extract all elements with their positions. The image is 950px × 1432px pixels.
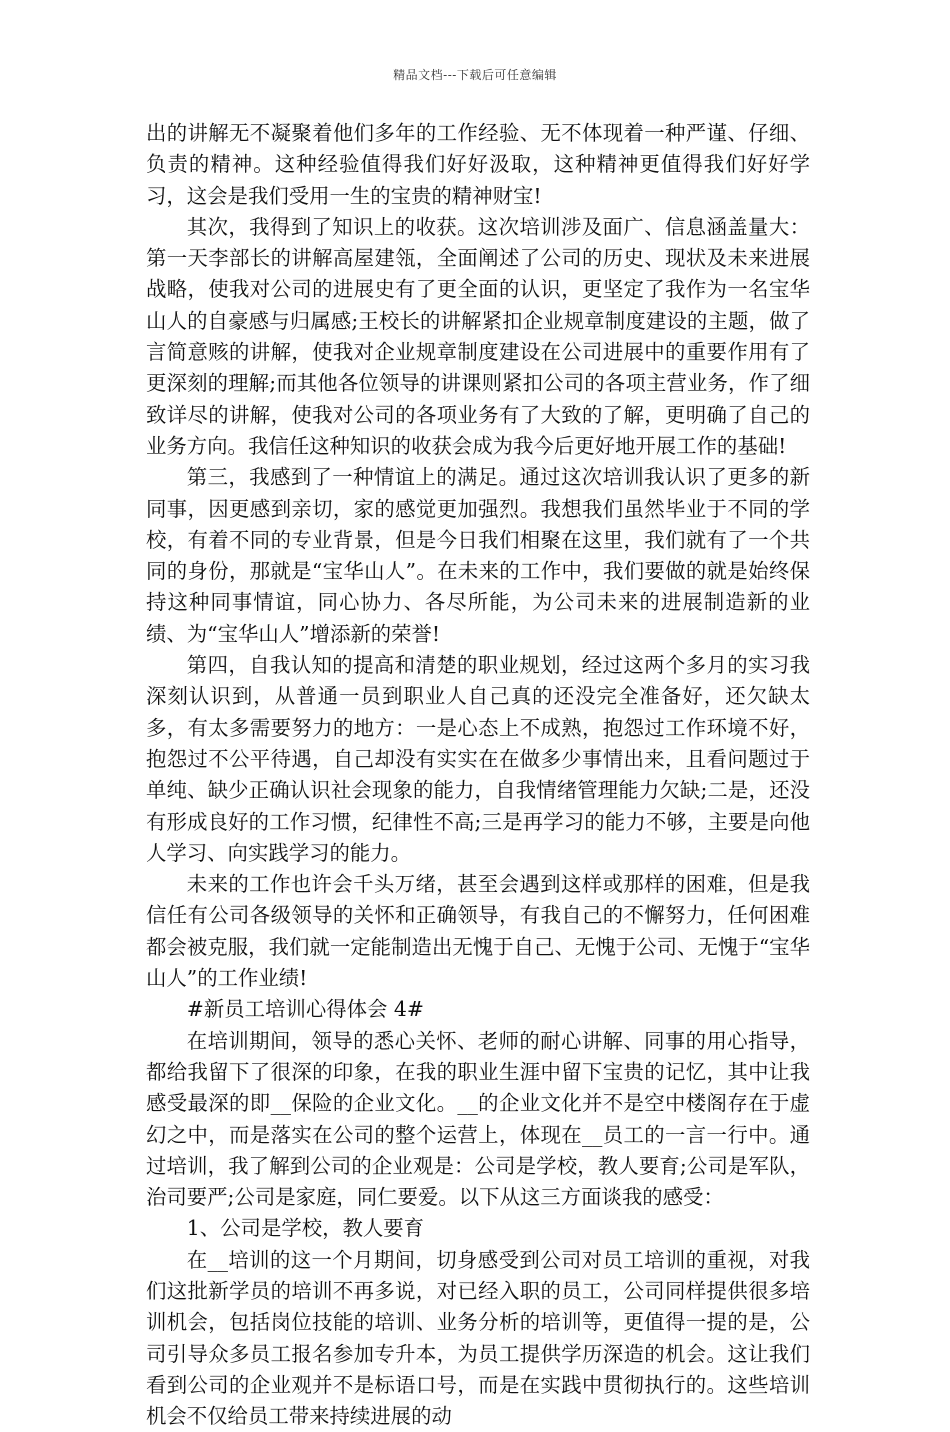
document-body — [146, 118, 810, 1432]
paragraph: 第三，我感到了一种情谊上的满足。通过这次培训我认识了更多的新同事，因更感到亲切，家的感觉更加强烈。我想我们虽然毕业于不同的学校，有着不同的专业背景，但是今日我们相聚在这里，我们就有了一个共同的身份，那就是“宝华山人”。在未来的工作中，我们要做的就是始终保持这种同事情谊，同心协力、各尽所能，为公司未来的进展制造新的业绩、为“宝华山人”增添新的荣誉! — [146, 465, 810, 646]
paragraph: 1、公司是学校，教人要育 — [186, 1216, 425, 1241]
paragraph: 在__培训的这一个月期间，切身感受到公司对员工培训的重视，对我们这批新学员的培训不再多说，对已经入职的员工，公司同样提供很多培训机会，包括岗位技能的培训、业务分析的培训等，更值得一提的是，公司引导众多员工报名参加专升本，为员工提供学历深造的机会。这让我们看到公司的企业观并不是标语口号，而是在实践中贯彻执行的。这些培训机会不仅给员工带来持续进展的动 — [146, 1247, 810, 1429]
paragraph: 在培训期间，领导的悉心关怀、老师的耐心讲解、同事的用心指导，都给我留下了很深的印象，在我的职业生涯中留下宝贵的记忆，其中让我感受最深的即__保险的企业文化。__的企业文化并不是空中楼阁存在于虚幻之中，而是落实在公司的整个运营上，体现在__员工的一言一行中。通过培训，我了解到公司的企业观是：公司是学校，教人要育;公司是军队，治司要严;公司是家庭，同仁要爱。以下从这三方面谈我的感受： — [146, 1028, 810, 1210]
paragraph: 出的讲解无不凝聚着他们多年的工作经验、无不体现着一种严谨、仔细、负责的精神。这种经验值得我们好好汲取，这种精神更值得我们好好学习，这会是我们受用一生的宝贵的精神财宝! — [146, 121, 810, 208]
paragraph: 其次，我得到了知识上的收获。这次培训涉及面广、信息涵盖量大：第一天李部长的讲解高屋建瓴，全面阐述了公司的历史、现状及未来进展战略，使我对公司的进展史有了更全面的认识，更坚定了我作为一名宝华山人的自豪感与归属感;王校长的讲解紧扣企业规章制度建设的主题，做了言简意赅的讲解，使我对企业规章制度建设在公司进展中的重要作用有了更深刻的理解;而其他各位领导的讲课则紧扣公司的各项主营业务，作了细致详尽的讲解，使我对公司的各项业务有了大致的了解，更明确了自己的业务方向。我信任这种知识的收获会成为我今后更好地开展工作的基础! — [146, 214, 810, 458]
page-header: 精品文档---下载后可任意编辑 — [393, 68, 557, 82]
paragraph: 第四，自我认知的提高和清楚的职业规划，经过这两个多月的实习我深刻认识到，从普通一员到职业人自己真的还没完全准备好，还欠缺太多，有太多需要努力的地方：一是心态上不成熟，抱怨过工作环境不好，抱怨过不公平待遇，自己却没有实实在在做多少事情出来，且看问题过于单纯、缺少正确认识社会现象的能力，自我情绪管理能力欠缺;二是，还没有形成良好的工作习惯，纪律性不高;三是再学习的能力不够，主要是向他人学习、向实践学习的能力。 — [146, 653, 810, 865]
paragraph: 未来的工作也许会千头万绪，甚至会遇到这样或那样的困难，但是我信任有公司各级领导的关怀和正确领导，有我自己的不懈努力，任何困难都会被克服，我们就一定能制造出无愧于自己、无愧于公司、无愧于“宝华山人”的工作业绩! — [146, 872, 810, 991]
paragraph: #新员工培训心得体会 4# — [186, 997, 424, 1022]
